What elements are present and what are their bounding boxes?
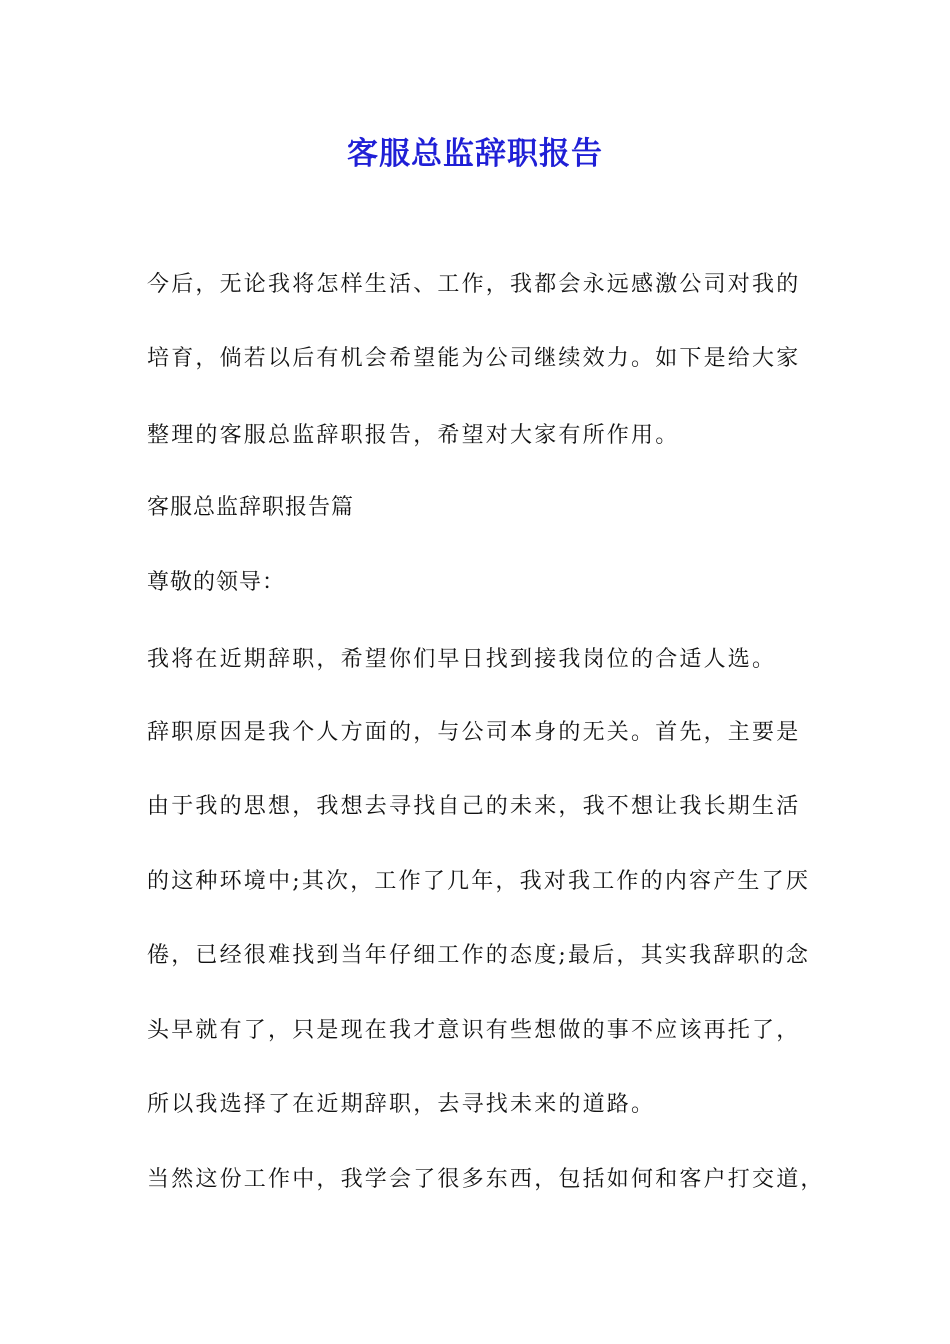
section-heading: 客服总监辞职报告篇 [147,495,355,520]
paragraph-line: 所以我选择了在近期辞职，去寻找未来的道路。 [147,1092,656,1117]
salutation: 尊敬的领导： [147,570,286,595]
paragraph-line: 辞职原因是我个人方面的，与公司本身的无关。首先，主要是 [147,720,801,745]
paragraph-line: 今后，无论我将怎样生活、工作，我都会永远感激公司对我的 [147,272,801,297]
paragraph-line: 的这种环境中;其次，工作了几年，我对我工作的内容产生了厌 [147,869,811,894]
paragraph-line: 由于我的思想，我想去寻找自己的未来，我不想让我长期生活 [147,794,801,819]
paragraph-line: 我将在近期辞职，希望你们早日找到接我岗位的合适人选。 [147,647,777,672]
paragraph-line: 倦，已经很难找到当年仔细工作的态度;最后，其实我辞职的念 [147,943,811,968]
paragraph-line: 培育，倘若以后有机会希望能为公司继续效力。如下是给大家 [147,346,801,371]
paragraph-line: 整理的客服总监辞职报告，希望对大家有所作用。 [147,423,680,448]
page-title: 客服总监辞职报告 [347,136,603,172]
paragraph-line: 当然这份工作中，我学会了很多东西，包括如何和客户打交道， [147,1167,825,1192]
paragraph-line: 头早就有了，只是现在我才意识有些想做的事不应该再托了， [147,1018,801,1043]
